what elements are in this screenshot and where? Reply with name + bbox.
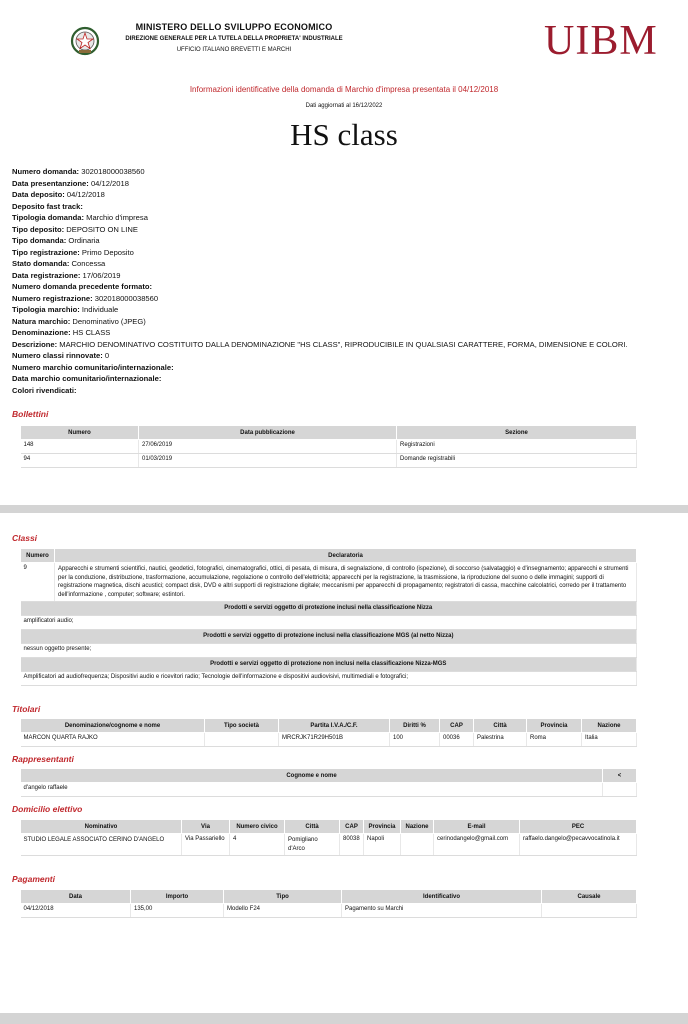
- field-row: [12, 293, 632, 305]
- field-value: Individuale: [81, 305, 119, 314]
- field-value: Denominativo (JPEG): [72, 316, 146, 326]
- info-title: Informazioni identificative della domanda di Marchio d'impresa presentata il 04/12/2018: [189, 85, 499, 94]
- field-value: 04/12/2018: [66, 190, 105, 199]
- section-title-pagamenti: Pagamenti: [12, 874, 55, 884]
- field-value: Ordinaria: [68, 236, 100, 245]
- table-header: Città: [285, 820, 340, 834]
- field-label: Descrizione:: [12, 339, 58, 349]
- field-label: Stato domanda:: [12, 259, 70, 268]
- field-label: Data deposito:: [12, 190, 65, 199]
- table-cell: 80038: [340, 834, 364, 856]
- table-row: [21, 616, 637, 630]
- table-row: [21, 904, 637, 918]
- table-row: [21, 644, 637, 658]
- field-label: Tipo domanda:: [12, 236, 67, 245]
- field-label: Tipo deposito:: [12, 224, 65, 234]
- table-header: Importo: [131, 890, 224, 904]
- table-cell: Modello F24: [224, 904, 342, 918]
- field-row: [12, 270, 632, 282]
- table-header: Partita I.V.A./C.F.: [279, 719, 390, 733]
- table-row: [21, 783, 637, 797]
- table-header: Data: [21, 890, 131, 904]
- document-page-1: [0, 0, 688, 505]
- table-header: Nazione: [582, 719, 637, 733]
- field-row: [12, 212, 632, 224]
- nizza-header: Prodotti e servizi oggetto di protezione inclusi nella classificazione Nizza: [21, 602, 637, 616]
- field-row: [12, 385, 632, 397]
- ministry-office: UFFICIO ITALIANO BREVETTI E MARCHI: [176, 47, 292, 53]
- table-header: Provincia: [364, 820, 401, 834]
- table-row: [21, 672, 637, 686]
- field-list: [12, 166, 632, 396]
- field-value: 0: [104, 351, 110, 360]
- table-header: Numero civico: [230, 820, 285, 834]
- table-row: [21, 563, 637, 602]
- table-cell: 135,00: [131, 904, 224, 918]
- section-title-classi: Classi: [12, 533, 38, 543]
- field-row: [12, 178, 632, 190]
- non-nizza-mgs-value: Amplificatori ad audiofrequenza; Dispositivi audio e ricevitori radio; Tecnologie dell'informazione e dispositivi audiovisivi, multimediali e fotografici;: [21, 672, 637, 686]
- field-row: [12, 189, 632, 201]
- table-header: Declaratoria: [55, 549, 637, 563]
- field-label: Data marchio comunitario/internazionale:: [12, 374, 162, 383]
- table-cell: Palestrina: [474, 733, 527, 747]
- table-cell: Pomigliano d'Arco: [285, 834, 340, 856]
- field-value: HS CLASS: [72, 328, 111, 337]
- field-row: [12, 327, 632, 339]
- field-label: Numero domanda precedente formato:: [12, 282, 153, 291]
- field-label: Numero classi rinnovate:: [12, 351, 103, 360]
- sort-toggle[interactable]: <: [603, 769, 637, 783]
- section-title-rappresentanti: Rappresentanti: [12, 754, 74, 764]
- field-row: [12, 339, 632, 351]
- field-row: [12, 235, 632, 247]
- ministry-department: DIREZIONE GENERALE PER LA TUTELA DELLA PROPRIETA' INDUSTRIALE: [125, 36, 343, 42]
- field-value: DEPOSITO ON LINE: [66, 224, 138, 234]
- table-cell: [542, 904, 637, 918]
- ministry-header: [104, 22, 364, 55]
- table-cell: d'angelo raffaele: [21, 783, 603, 797]
- page-separator: [0, 1013, 688, 1024]
- nizza-value: amplificatori audio;: [21, 616, 637, 630]
- field-label: Data registrazione:: [12, 270, 81, 280]
- table-cell: 01/03/2019: [139, 454, 397, 468]
- table-header: E-mail: [434, 820, 520, 834]
- table-cell: [205, 733, 279, 747]
- pec-cell: raffaelo.dangelo@pecavvocatinola.it: [520, 834, 637, 856]
- table-header: Diritti %: [390, 719, 440, 733]
- table-cell: 148: [21, 440, 139, 454]
- table-header: Tipo: [224, 890, 342, 904]
- field-value: MARCHIO DENOMINATIVO COSTITUITO DALLA DENOMINAZIONE "HS CLASS", RIPRODUCIBILE IN QUALSIASI CARATTERE, FORMA, DIMENSIONE E COLORI.: [59, 339, 628, 349]
- ministry-name: MINISTERO DELLO SVILUPPO ECONOMICO: [135, 22, 333, 32]
- table-cell: [401, 834, 434, 856]
- bollettini-table: [20, 425, 637, 468]
- field-row: [12, 258, 632, 270]
- italian-republic-emblem-icon: [70, 26, 100, 56]
- email-cell: cerinodangelo@gmail.com: [434, 834, 520, 856]
- table-cell: 04/12/2018: [21, 904, 131, 918]
- table-row: [21, 454, 637, 468]
- table-cell: [603, 783, 637, 797]
- table-row: [21, 834, 637, 856]
- table-header: Sezione: [397, 426, 637, 440]
- table-header: Tipo società: [205, 719, 279, 733]
- table-cell: MRCRJK71R29H501B: [279, 733, 390, 747]
- table-row: [21, 733, 637, 747]
- table-header: Identificativo: [342, 890, 542, 904]
- table-cell: 00036: [440, 733, 474, 747]
- table-cell: Napoli: [364, 834, 401, 856]
- field-label: Deposito fast track:: [12, 201, 83, 211]
- table-header: Numero: [21, 426, 139, 440]
- field-label: Denominazione:: [12, 328, 71, 337]
- table-header: CAP: [340, 820, 364, 834]
- table-cell: 4: [230, 834, 285, 856]
- pagamenti-table: [20, 889, 637, 918]
- mgs-value: nessun oggetto presente;: [21, 644, 637, 658]
- table-cell: STUDIO LEGALE ASSOCIATO CERINO D'ANGELO: [21, 834, 182, 856]
- table-cell: Registrazioni: [397, 440, 637, 454]
- table-header: Nominativo: [21, 820, 182, 834]
- field-label: Tipologia domanda:: [12, 213, 84, 222]
- table-cell: Via Passariello: [182, 834, 230, 856]
- field-value: 17/06/2019: [82, 270, 121, 280]
- field-row: [12, 362, 632, 374]
- table-cell: 94: [21, 454, 139, 468]
- field-value: Concessa: [71, 259, 106, 268]
- info-date: Dati aggiornati al 16/12/2022: [305, 103, 383, 109]
- mgs-header: Prodotti e servizi oggetto di protezione inclusi nella classificazione MGS (al netto Nizza): [21, 630, 637, 644]
- table-cell: Domande registrabili: [397, 454, 637, 468]
- table-header: Denominazione/cognome e nome: [21, 719, 205, 733]
- section-title-domicilio: Domicilio elettivo: [12, 804, 83, 814]
- field-label: Numero marchio comunitario/internazionale:: [12, 362, 174, 372]
- rappresentanti-table: [20, 768, 637, 797]
- field-value: Marchio d'impresa: [86, 213, 148, 222]
- table-cell: 100: [390, 733, 440, 747]
- table-header: Città: [474, 719, 527, 733]
- classi-table: [20, 548, 637, 686]
- table-header: Data pubblicazione: [139, 426, 397, 440]
- table-cell: 27/06/2019: [139, 440, 397, 454]
- field-label: Tipologia marchio:: [12, 305, 80, 314]
- field-label: Numero domanda:: [12, 167, 80, 176]
- table-header: Via: [182, 820, 230, 834]
- table-cell: Italia: [582, 733, 637, 747]
- page-separator: [0, 505, 688, 513]
- table-header: Numero: [21, 549, 55, 563]
- table-row: [21, 440, 637, 454]
- table-header: Cognome e nome: [21, 769, 603, 783]
- field-label: Natura marchio:: [12, 316, 71, 326]
- page-title: HS class: [290, 117, 398, 152]
- non-nizza-mgs-header: Prodotti e servizi oggetto di protezione non inclusi nella classificazione Nizza-MGS: [21, 658, 637, 672]
- table-cell: 9: [21, 563, 55, 602]
- domicilio-table: [20, 819, 637, 856]
- field-label: Tipo registrazione:: [12, 247, 80, 257]
- section-title-bollettini: Bollettini: [12, 409, 49, 419]
- table-header: PEC: [520, 820, 637, 834]
- field-value: 302018000038560: [94, 293, 159, 303]
- field-value: Primo Deposito: [81, 247, 134, 257]
- table-header: Nazione: [401, 820, 434, 834]
- section-title-titolari: Titolari: [12, 704, 41, 714]
- field-row: [12, 373, 632, 385]
- field-row: [12, 281, 632, 293]
- field-label: Data presentanzione:: [12, 178, 89, 188]
- table-cell: Pagamento su Marchi: [342, 904, 542, 918]
- table-header: Provincia: [527, 719, 582, 733]
- table-cell: MARCON QUARTA RAJKO: [21, 733, 205, 747]
- field-row: [12, 350, 632, 362]
- uibm-logo: UIBM: [544, 18, 658, 64]
- field-row: [12, 247, 632, 259]
- table-header: Causale: [542, 890, 637, 904]
- field-row: [12, 224, 632, 236]
- field-label: Colori rivendicati:: [12, 385, 77, 395]
- document-page-2: [0, 513, 688, 1013]
- table-cell: Roma: [527, 733, 582, 747]
- field-value: 04/12/2018: [90, 178, 129, 188]
- field-row: [12, 316, 632, 328]
- field-value: 302018000038560: [81, 167, 145, 176]
- field-label: Numero registrazione:: [12, 293, 93, 303]
- table-header: CAP: [440, 719, 474, 733]
- field-row: [12, 166, 632, 178]
- declaratoria-text: Apparecchi e strumenti scientifici, nautici, geodetici, fotografici, cinematografici, ottici, di pesata, di misura, di segnalazione, di controllo (ispezione), di soccorso (salvataggio) e d'insegnamento; apparecchi e strumenti per la conduzione, distribuzione, trasformazione, accumulazione, regolazione o controllo dell'elettricità; apparecchi per la registrazione, la trasmissione, la riproduzione del suono o delle immagini; supporti di registrazione magnetica, dischi acustici; compact disk, DVD e altri supporti di registrazione digitale; meccanismi per apparecchi di propagamento; registratori di cassa, macchine calcolatrici, corredo per il trattamento dell'informazione , computer; software; estintori.: [55, 563, 637, 602]
- titolari-table: [20, 718, 637, 747]
- field-row: [12, 304, 632, 316]
- field-row: [12, 201, 632, 213]
